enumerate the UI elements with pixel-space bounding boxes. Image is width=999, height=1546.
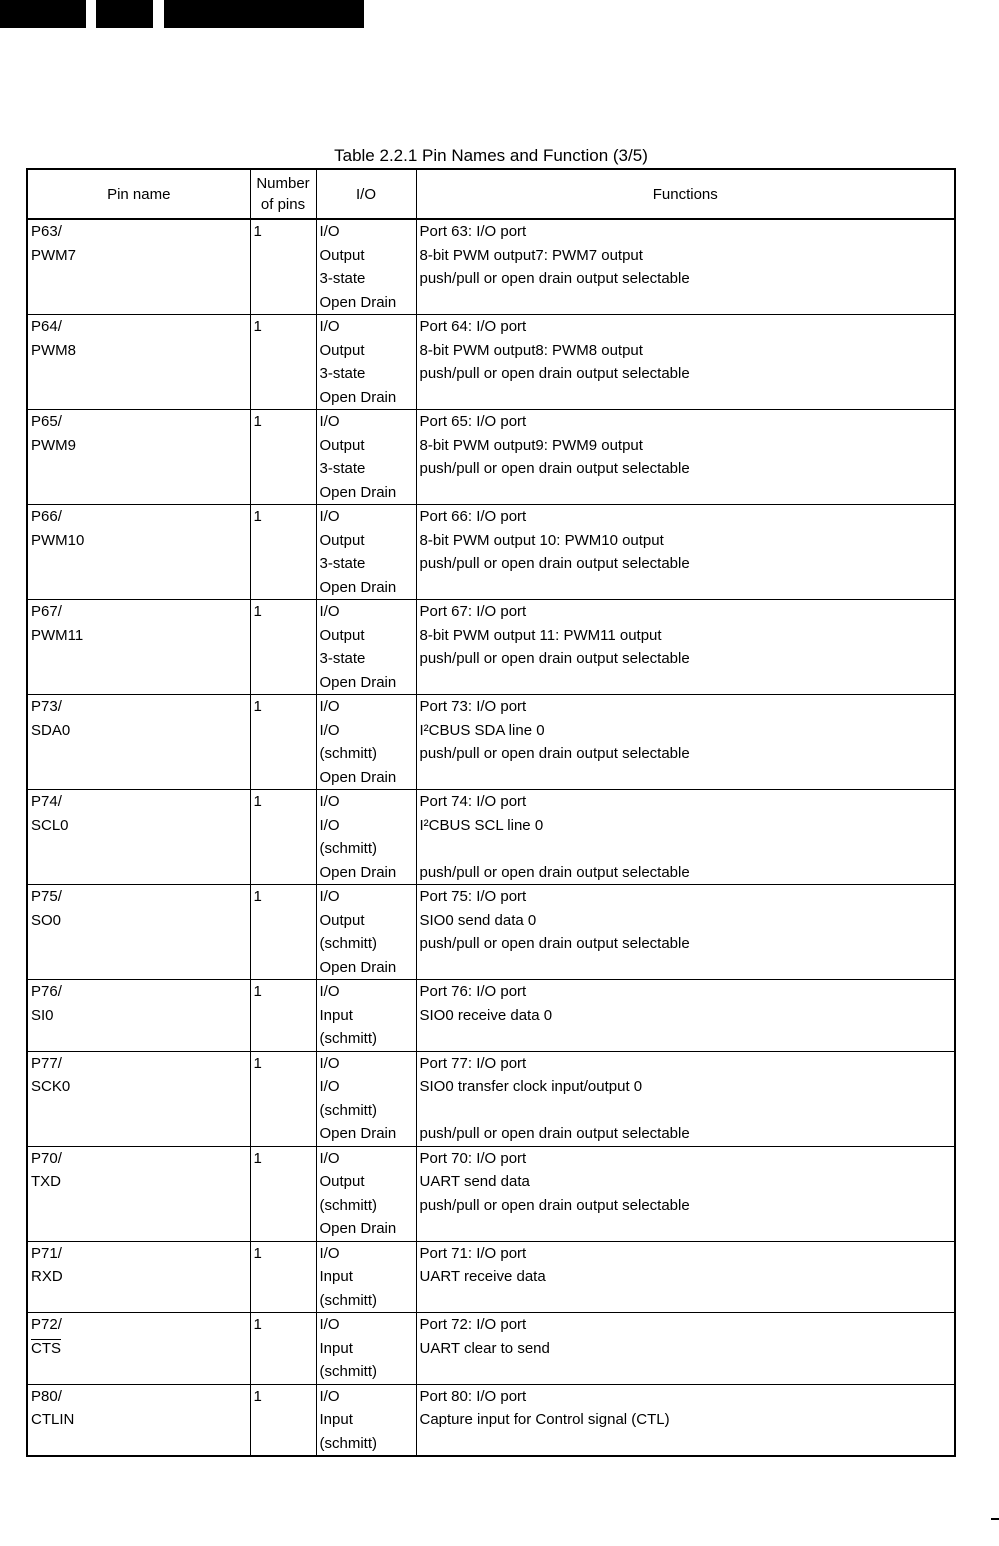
header-black-bar bbox=[96, 0, 153, 28]
pin-count-cell bbox=[250, 790, 316, 885]
pin-name-cell bbox=[27, 410, 250, 505]
header-number-line1: Number bbox=[256, 175, 310, 192]
function-line: UART clear to send bbox=[419, 1339, 550, 1357]
function-line: Port 70: I/O port bbox=[419, 1149, 527, 1167]
table-row bbox=[27, 1146, 955, 1241]
pin-name-line: P67/ bbox=[31, 603, 62, 620]
pin-count: 1 bbox=[253, 318, 262, 335]
pin-name-line: P72/ bbox=[31, 1316, 62, 1333]
functions-cell bbox=[416, 600, 955, 695]
pin-count-cell bbox=[250, 1146, 316, 1241]
pin-name-cell bbox=[27, 790, 250, 885]
pin-name-line: P64/ bbox=[31, 318, 62, 335]
io-line: Input bbox=[319, 1268, 353, 1285]
function-line: Port 74: I/O port bbox=[419, 793, 527, 810]
pin-name-cell bbox=[27, 1051, 250, 1146]
pin-name-cell bbox=[27, 1241, 250, 1313]
pin-name-cell bbox=[27, 600, 250, 695]
pin-count: 1 bbox=[253, 1387, 262, 1405]
io-line: Open Drain bbox=[319, 483, 397, 501]
pin-count-cell bbox=[250, 1241, 316, 1313]
functions-cell bbox=[416, 885, 955, 980]
function-line: push/pull or open drain output selectable bbox=[419, 935, 690, 952]
io-line: I/O bbox=[319, 1316, 340, 1333]
pin-name-line: SDA0 bbox=[31, 721, 71, 739]
functions-cell bbox=[416, 1313, 955, 1385]
function-line: push/pull or open drain output selectable bbox=[419, 863, 690, 881]
pin-name-line: P74/ bbox=[31, 793, 62, 810]
table-row bbox=[27, 790, 955, 885]
io-line: Output bbox=[319, 436, 365, 454]
function-line: Port 72: I/O port bbox=[419, 1316, 527, 1333]
io-line: (schmitt) bbox=[319, 935, 377, 952]
function-line: I²CBUS SCL line 0 bbox=[419, 816, 544, 834]
function-line: Port 65: I/O port bbox=[419, 413, 527, 430]
pin-name-line: P73/ bbox=[31, 698, 62, 715]
pin-count: 1 bbox=[253, 888, 262, 905]
function-line: Port 80: I/O port bbox=[419, 1387, 527, 1405]
pin-count: 1 bbox=[253, 1244, 262, 1262]
function-line: Port 75: I/O port bbox=[419, 888, 527, 905]
pin-name-line: PWM9 bbox=[31, 436, 76, 454]
io-line: I/O bbox=[319, 223, 340, 240]
pin-count: 1 bbox=[253, 983, 262, 1000]
table-row bbox=[27, 885, 955, 980]
pin-name-line: SI0 bbox=[31, 1006, 54, 1024]
pin-name-line: SCK0 bbox=[31, 1078, 71, 1095]
function-line: Port 77: I/O port bbox=[419, 1054, 527, 1072]
table-row bbox=[27, 1313, 955, 1385]
pin-name-line: CTLIN bbox=[31, 1411, 75, 1428]
pin-name-line: RXD bbox=[31, 1268, 63, 1285]
functions-cell bbox=[416, 1384, 955, 1456]
pin-count-cell bbox=[250, 505, 316, 600]
io-cell bbox=[316, 1146, 416, 1241]
io-cell bbox=[316, 695, 416, 790]
header-pin-name: Pin name bbox=[27, 169, 250, 219]
io-line: Open Drain bbox=[319, 388, 397, 406]
function-line bbox=[420, 576, 955, 600]
functions-cell bbox=[416, 1051, 955, 1146]
functions-cell bbox=[416, 695, 955, 790]
header-functions: Functions bbox=[416, 169, 955, 219]
io-cell bbox=[316, 219, 416, 315]
pin-count: 1 bbox=[253, 1149, 262, 1167]
io-cell bbox=[316, 790, 416, 885]
pin-name-cell bbox=[27, 980, 250, 1052]
io-cell bbox=[316, 1313, 416, 1385]
pin-count: 1 bbox=[253, 603, 262, 620]
function-line: 8-bit PWM output 10: PWM10 output bbox=[419, 531, 664, 549]
function-line bbox=[420, 1432, 955, 1456]
header-black-bar bbox=[0, 0, 86, 28]
function-line: push/pull or open drain output selectable bbox=[419, 365, 690, 382]
table-header-row bbox=[27, 169, 955, 219]
pin-name-line: PWM11 bbox=[31, 626, 84, 644]
io-line: I/O bbox=[319, 1149, 340, 1167]
function-line: push/pull or open drain output selectable bbox=[419, 270, 690, 287]
table-row bbox=[27, 1241, 955, 1313]
function-line: 8-bit PWM output 11: PWM11 output bbox=[419, 626, 662, 644]
io-line: Input bbox=[319, 1006, 353, 1024]
io-line: I/O bbox=[319, 721, 340, 739]
io-line: Open Drain bbox=[319, 1220, 397, 1237]
io-line: 3-state bbox=[319, 650, 366, 667]
pin-count: 1 bbox=[253, 508, 262, 525]
function-line: 8-bit PWM output9: PWM9 output bbox=[419, 436, 643, 454]
io-line: Open Drain bbox=[319, 863, 397, 881]
pin-name-line: P65/ bbox=[31, 413, 62, 430]
functions-cell bbox=[416, 219, 955, 315]
io-line: I/O bbox=[319, 793, 340, 810]
function-line: UART send data bbox=[419, 1173, 530, 1190]
page-edge-mark bbox=[991, 1518, 999, 1520]
io-line: Output bbox=[319, 626, 365, 644]
pin-name-line: P80/ bbox=[31, 1387, 62, 1405]
io-line: I/O bbox=[319, 1244, 340, 1262]
io-line: (schmitt) bbox=[319, 1030, 377, 1047]
functions-cell bbox=[416, 410, 955, 505]
io-line: I/O bbox=[319, 603, 340, 620]
pin-count-cell bbox=[250, 1051, 316, 1146]
pin-name-line: P66/ bbox=[31, 508, 62, 525]
io-line: I/O bbox=[319, 318, 340, 335]
io-line: Open Drain bbox=[319, 958, 397, 976]
io-line: Input bbox=[319, 1339, 353, 1357]
functions-cell bbox=[416, 505, 955, 600]
pin-count-cell bbox=[250, 219, 316, 315]
io-line: I/O bbox=[319, 508, 340, 525]
io-cell bbox=[316, 1051, 416, 1146]
header-number-line2: of pins bbox=[260, 196, 306, 213]
function-line bbox=[420, 1360, 955, 1384]
function-line: I²CBUS SDA line 0 bbox=[419, 721, 545, 739]
io-cell bbox=[316, 600, 416, 695]
function-line: SIO0 send data 0 bbox=[419, 911, 537, 929]
functions-cell bbox=[416, 1146, 955, 1241]
function-line bbox=[420, 1217, 955, 1241]
io-line: (schmitt) bbox=[319, 1434, 377, 1452]
io-line: 3-state bbox=[319, 270, 366, 287]
io-cell bbox=[316, 1241, 416, 1313]
function-line bbox=[420, 386, 955, 410]
io-line: Open Drain bbox=[319, 1125, 397, 1142]
function-line: Port 67: I/O port bbox=[419, 603, 527, 620]
function-line bbox=[420, 1289, 955, 1313]
function-line bbox=[420, 671, 955, 695]
pin-count-cell bbox=[250, 885, 316, 980]
io-cell bbox=[316, 885, 416, 980]
io-line: Open Drain bbox=[319, 578, 397, 596]
io-line: Output bbox=[319, 1173, 365, 1190]
pin-name-line: SCL0 bbox=[31, 816, 69, 834]
pin-name-line: P76/ bbox=[31, 983, 62, 1000]
io-line: 3-state bbox=[319, 460, 366, 477]
pin-count: 1 bbox=[253, 793, 262, 810]
table-row bbox=[27, 410, 955, 505]
pin-name-line: PWM8 bbox=[31, 341, 76, 359]
pin-name-cell bbox=[27, 315, 250, 410]
pin-name-line: $\overline{CTS}$ bbox=[31, 1339, 61, 1357]
pin-name-line: P71/ bbox=[31, 1244, 62, 1262]
io-line: I/O bbox=[319, 698, 340, 715]
io-line: I/O bbox=[319, 983, 340, 1000]
function-line: Port 76: I/O port bbox=[419, 983, 527, 1000]
table-caption: Table 2.2.1 Pin Names and Function (3/5) bbox=[334, 146, 648, 165]
function-line: Port 66: I/O port bbox=[419, 508, 527, 525]
pin-name-line: P77/ bbox=[31, 1054, 62, 1072]
pin-count: 1 bbox=[253, 413, 262, 430]
pin-name-line: P75/ bbox=[31, 888, 62, 905]
io-line: I/O bbox=[319, 888, 340, 905]
function-line: 8-bit PWM output8: PWM8 output bbox=[419, 341, 643, 359]
table-row bbox=[27, 600, 955, 695]
function-line: push/pull or open drain output selectable bbox=[419, 650, 690, 667]
io-line: Open Drain bbox=[319, 293, 397, 311]
function-line: UART receive data bbox=[419, 1268, 546, 1285]
function-line: Port 64: I/O port bbox=[419, 318, 527, 335]
io-cell bbox=[316, 505, 416, 600]
io-line: Output bbox=[319, 911, 365, 929]
function-line: push/pull or open drain output selectable bbox=[419, 460, 690, 477]
pin-count-cell bbox=[250, 600, 316, 695]
function-line bbox=[420, 1027, 955, 1051]
functions-cell bbox=[416, 1241, 955, 1313]
header-io: I/O bbox=[316, 169, 416, 219]
function-line: push/pull or open drain output selectable bbox=[419, 1125, 690, 1142]
io-line: I/O bbox=[319, 1078, 340, 1095]
pin-count: 1 bbox=[253, 223, 262, 240]
io-cell bbox=[316, 980, 416, 1052]
pin-name-cell bbox=[27, 505, 250, 600]
io-line: I/O bbox=[319, 816, 340, 834]
pin-count-cell bbox=[250, 980, 316, 1052]
table-row bbox=[27, 980, 955, 1052]
pin-count-cell bbox=[250, 1313, 316, 1385]
table-row bbox=[27, 1051, 955, 1146]
pin-name-line: TXD bbox=[31, 1173, 61, 1190]
io-line: (schmitt) bbox=[319, 1363, 377, 1380]
pin-name-cell bbox=[27, 1313, 250, 1385]
table-row bbox=[27, 505, 955, 600]
io-line: (schmitt) bbox=[319, 1101, 377, 1119]
pin-name-cell bbox=[27, 1384, 250, 1456]
function-line: Port 71: I/O port bbox=[419, 1244, 527, 1262]
table-row bbox=[27, 1384, 955, 1456]
pin-name-line: P63/ bbox=[31, 223, 62, 240]
function-line: Capture input for Control signal (CTL) bbox=[419, 1411, 670, 1428]
function-line bbox=[420, 291, 955, 315]
pin-count: 1 bbox=[253, 698, 262, 715]
function-line bbox=[420, 481, 955, 505]
functions-cell bbox=[416, 315, 955, 410]
io-line: Output bbox=[319, 341, 365, 359]
io-line: I/O bbox=[319, 1387, 340, 1405]
header-black-bar bbox=[164, 0, 364, 28]
header-number-of-pins bbox=[250, 169, 316, 219]
io-line: I/O bbox=[319, 1054, 340, 1072]
function-line bbox=[420, 1099, 955, 1123]
io-line: Open Drain bbox=[319, 673, 397, 691]
pin-name-line: SO0 bbox=[31, 911, 62, 929]
function-line bbox=[420, 956, 955, 980]
function-line: Port 63: I/O port bbox=[419, 223, 527, 240]
function-line: Port 73: I/O port bbox=[419, 698, 527, 715]
functions-cell bbox=[416, 980, 955, 1052]
io-line: Input bbox=[319, 1411, 353, 1428]
pin-count-cell bbox=[250, 410, 316, 505]
function-line bbox=[420, 837, 955, 861]
io-line: (schmitt) bbox=[319, 840, 377, 857]
pin-name-line: PWM7 bbox=[31, 246, 76, 264]
io-line: (schmitt) bbox=[319, 1291, 377, 1309]
io-cell bbox=[316, 1384, 416, 1456]
function-line: push/pull or open drain output selectable bbox=[419, 745, 690, 762]
pin-name-line: PWM10 bbox=[31, 531, 85, 549]
io-line: 3-state bbox=[319, 365, 366, 382]
pin-name-cell bbox=[27, 1146, 250, 1241]
table-row bbox=[27, 315, 955, 410]
function-line: push/pull or open drain output selectable bbox=[419, 555, 690, 572]
pin-name-cell bbox=[27, 219, 250, 315]
pin-name-cell bbox=[27, 695, 250, 790]
io-line: I/O bbox=[319, 413, 340, 430]
pin-count-cell bbox=[250, 1384, 316, 1456]
table-row bbox=[27, 219, 955, 315]
io-line: Output bbox=[319, 531, 365, 549]
pin-name-line: P70/ bbox=[31, 1149, 62, 1167]
io-cell bbox=[316, 410, 416, 505]
pin-count-cell bbox=[250, 315, 316, 410]
io-line: Output bbox=[319, 246, 365, 264]
pin-count: 1 bbox=[253, 1316, 262, 1333]
io-line: 3-state bbox=[319, 555, 366, 572]
function-line: SIO0 transfer clock input/output 0 bbox=[419, 1078, 643, 1095]
io-line: (schmitt) bbox=[319, 745, 377, 762]
io-line: Open Drain bbox=[319, 768, 397, 786]
function-line bbox=[420, 766, 955, 790]
pin-name-cell bbox=[27, 885, 250, 980]
pin-count-cell bbox=[250, 695, 316, 790]
function-line: SIO0 receive data 0 bbox=[419, 1006, 553, 1024]
pin-count: 1 bbox=[253, 1054, 262, 1072]
function-line: push/pull or open drain output selectable bbox=[419, 1196, 690, 1214]
function-line: 8-bit PWM output7: PWM7 output bbox=[419, 246, 643, 264]
io-line: (schmitt) bbox=[319, 1196, 377, 1214]
io-cell bbox=[316, 315, 416, 410]
pin-function-table bbox=[26, 168, 956, 1457]
functions-cell bbox=[416, 790, 955, 885]
table-row bbox=[27, 695, 955, 790]
